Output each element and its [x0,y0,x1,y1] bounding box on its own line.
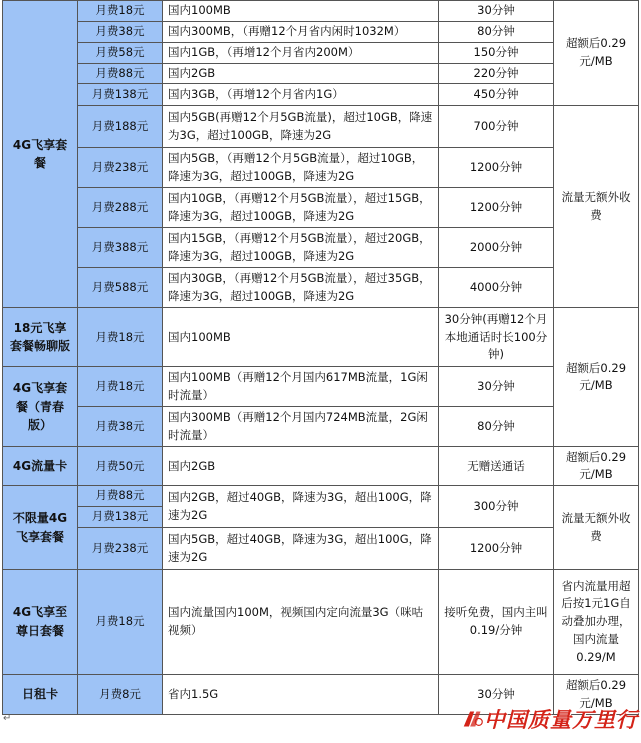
table-row [3,63,639,84]
category-cell: 4G飞享套餐 [3,1,78,308]
call-minutes-cell: 2000分钟 [439,228,554,268]
table-row [3,148,639,188]
data-allowance-cell: 国内2GB [163,447,439,486]
monthly-fee-cell: 月费18元 [78,308,163,367]
brand-logo-icon [462,702,484,736]
table-row [3,308,639,367]
table-row [3,447,639,486]
table-row [3,42,639,63]
monthly-fee-cell: 月费18元 [78,570,163,675]
category-cell: 日租卡 [3,675,78,715]
watermark-text: 中国质量万里行 [484,707,638,732]
data-allowance-cell: 国内2GB [163,63,439,84]
data-allowance-cell: 国内5GB，（再赠12个月5GB流量），超过10GB，降速为3G，超过100GB，降速为2G [163,148,439,188]
call-minutes-cell: 30分钟 [439,367,554,407]
call-minutes-cell: 80分钟 [439,22,554,43]
data-allowance-cell: 国内100MB（再赠12个月国内617MB流量，1G闲时流量） [163,367,439,407]
monthly-fee-cell: 月费138元 [78,507,163,528]
data-allowance-cell: 国内10GB，（再赠12个月5GB流量），超过15GB，降速为3G，超过100GB，降速为2G [163,188,439,228]
call-minutes-cell: 30分钟 [439,1,554,22]
call-minutes-cell: 80分钟 [439,407,554,447]
call-minutes-cell: 150分钟 [439,42,554,63]
call-minutes-cell: 220分钟 [439,63,554,84]
monthly-fee-cell: 月费38元 [78,407,163,447]
plan-table [2,0,639,715]
monthly-fee-cell: 月费50元 [78,447,163,486]
category-cell: 18元飞享套餐畅聊版 [3,308,78,367]
call-minutes-cell: 30分钟 [439,675,554,715]
monthly-fee-cell: 月费238元 [78,528,163,570]
call-minutes-cell: 1200分钟 [439,148,554,188]
call-minutes-cell: 30分钟(再赠12个月本地通话时长100分钟) [439,308,554,367]
table-row [3,268,639,308]
monthly-fee-cell: 月费588元 [78,268,163,308]
data-allowance-cell: 国内5GB，超过40GB，降速为3G，超出100G，降速为2G [163,528,439,570]
data-allowance-cell: 国内流量国内100M，视频国内定向流量3G（咪咕视频） [163,570,439,675]
monthly-fee-cell: 月费388元 [78,228,163,268]
table-row [3,228,639,268]
data-allowance-cell: 国内100MB [163,308,439,367]
monthly-fee-cell: 月费288元 [78,188,163,228]
call-minutes-cell: 1200分钟 [439,528,554,570]
overage-note-cell: 流量无额外收费 [554,486,639,570]
category-cell: 4G飞享至尊日套餐 [3,570,78,675]
monthly-fee-cell: 月费8元 [78,675,163,715]
table-row [3,570,639,675]
watermark [462,699,638,739]
monthly-fee-cell: 月费38元 [78,22,163,43]
monthly-fee-cell: 月费188元 [78,106,163,148]
data-allowance-cell: 省内1.5G [163,675,439,715]
table-row [3,106,639,148]
call-minutes-cell: 450分钟 [439,84,554,106]
overage-note-cell: 超额后0.29元/MB [554,447,639,486]
table-row [3,188,639,228]
data-allowance-cell: 国内30GB，（再赠12个月5GB流量），超过35GB，降速为3G，超过100GB，降速为2G [163,268,439,308]
call-minutes-cell: 1200分钟 [439,188,554,228]
call-minutes-cell: 700分钟 [439,106,554,148]
category-cell: 不限量4G飞享套餐 [3,486,78,570]
table-row [3,486,639,507]
monthly-fee-cell: 月费88元 [78,63,163,84]
overage-note-cell: 超额后0.29元/MB [554,308,639,447]
call-minutes-cell: 300分钟 [439,486,554,528]
table-row [3,84,639,106]
table-row [3,22,639,43]
data-allowance-cell: 国内3GB，（再增12个月省内1G） [163,84,439,106]
data-allowance-cell: 国内300MB（再赠12个月国内724MB流量，2G闲时流量） [163,407,439,447]
table-row [3,528,639,570]
data-allowance-cell: 国内300MB，（再赠12个月省内闲时1032M） [163,22,439,43]
call-minutes-cell: 4000分钟 [439,268,554,308]
table-row [3,407,639,447]
data-allowance-cell: 国内1GB，（再增12个月省内200M） [163,42,439,63]
table-row [3,1,639,22]
monthly-fee-cell: 月费138元 [78,84,163,106]
overage-note-cell: 流量无额外收费 [554,106,639,308]
data-allowance-cell: 国内2GB，超过40GB，降速为3G，超出100G，降速为2G [163,486,439,528]
category-cell: 4G飞享套餐（青春版） [3,367,78,447]
data-allowance-cell: 国内100MB [163,1,439,22]
overage-note-cell: 超额后0.29元/MB [554,1,639,106]
category-cell: 4G流量卡 [3,447,78,486]
call-minutes-cell: 接听免费，国内主叫0.19/分钟 [439,570,554,675]
overage-note-cell: 省内流量用超后按1元1G自动叠加办理，国内流量0.29/M [554,570,639,675]
monthly-fee-cell: 月费18元 [78,367,163,407]
data-allowance-cell: 国内5GB(再赠12个月5GB流量)，超过10GB，降速为3G，超过100GB，降速为2G [163,106,439,148]
monthly-fee-cell: 月费58元 [78,42,163,63]
paragraph-mark: ↵ [3,713,12,724]
call-minutes-cell: 无赠送通话 [439,447,554,486]
monthly-fee-cell: 月费18元 [78,1,163,22]
overage-note-cell: 超额后0.29元/MB [554,675,639,715]
monthly-fee-cell: 月费238元 [78,148,163,188]
data-allowance-cell: 国内15GB，（再赠12个月5GB流量），超过20GB，降速为3G，超过100GB，降速为2G [163,228,439,268]
table-row [3,367,639,407]
monthly-fee-cell: 月费88元 [78,486,163,507]
